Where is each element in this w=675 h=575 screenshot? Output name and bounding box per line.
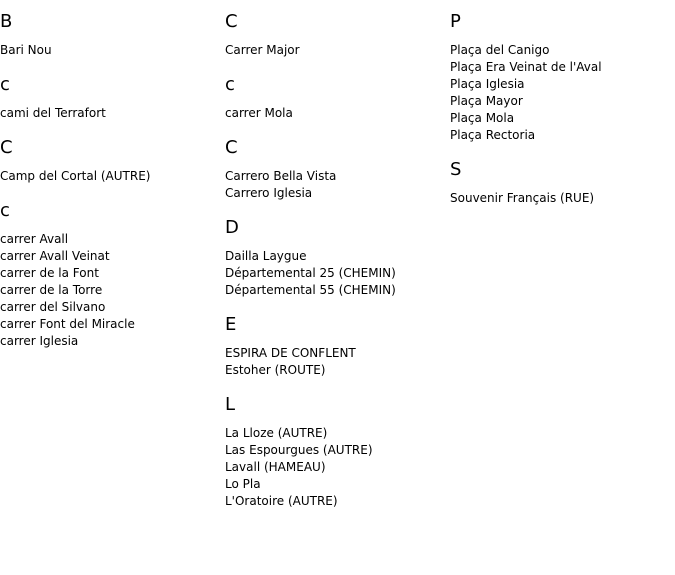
letter-group	[225, 395, 450, 510]
street-link[interactable]: carrer de la Font	[0, 266, 99, 280]
column-2	[225, 0, 450, 526]
street-list	[225, 168, 450, 202]
letter-group	[225, 218, 450, 299]
letter-group	[225, 138, 450, 202]
street-link[interactable]: Plaça del Canigo	[450, 43, 550, 57]
street-link[interactable]: Départemental 55 (CHEMIN)	[225, 283, 396, 297]
street-link[interactable]: Souvenir Français (RUE)	[450, 191, 595, 205]
street-list	[0, 231, 225, 350]
street-link[interactable]: Carrero Iglesia	[225, 186, 313, 200]
street-link[interactable]: Plaça Iglesia	[450, 77, 525, 91]
street-link[interactable]: Plaça Era Veinat de l'Aval	[450, 60, 602, 74]
street-link[interactable]: Las Espourgues (AUTRE)	[225, 443, 373, 457]
street-link[interactable]: cami del Terrafort	[0, 106, 106, 120]
street-link[interactable]: Départemental 25 (CHEMIN)	[225, 266, 396, 280]
street-list	[225, 345, 450, 379]
street-link[interactable]: Bari Nou	[0, 43, 52, 57]
street-link[interactable]: carrer Avall	[0, 232, 69, 246]
group-letter-heading: E	[225, 314, 237, 335]
street-link[interactable]: Estoher (ROUTE)	[225, 363, 326, 377]
street-link[interactable]: Carrer Major	[225, 43, 300, 57]
group-letter-heading: C	[225, 137, 238, 158]
street-link[interactable]: carrer Iglesia	[0, 334, 79, 348]
letter-group	[0, 138, 225, 185]
group-letter-heading: c	[0, 200, 10, 221]
group-letter-heading: B	[0, 11, 13, 32]
street-list	[225, 42, 450, 59]
letter-group	[225, 12, 450, 59]
street-link[interactable]: carrer Avall Veinat	[0, 249, 110, 263]
street-link[interactable]: Lo Pla	[225, 477, 261, 491]
street-link[interactable]: ESPIRA DE CONFLENT	[225, 346, 356, 360]
column-1	[0, 0, 225, 366]
street-link[interactable]: carrer del Silvano	[0, 300, 106, 314]
group-letter-heading: L	[225, 394, 236, 415]
street-link[interactable]: Carrero Bella Vista	[225, 169, 337, 183]
street-link[interactable]: carrer Font del Miracle	[0, 317, 135, 331]
street-list	[0, 105, 225, 122]
street-link[interactable]: La Lloze (AUTRE)	[225, 426, 328, 440]
letter-group	[0, 201, 225, 350]
street-link[interactable]: Dailla Laygue	[225, 249, 307, 263]
letter-group	[0, 12, 225, 59]
street-link[interactable]: carrer Mola	[225, 106, 293, 120]
group-letter-heading: C	[225, 11, 238, 32]
letter-group	[225, 75, 450, 122]
group-letter-heading: D	[225, 217, 239, 238]
street-link[interactable]: carrer de la Torre	[0, 283, 103, 297]
street-link[interactable]: Plaça Mola	[450, 111, 515, 125]
group-letter-heading: S	[450, 159, 462, 180]
street-list	[450, 42, 675, 144]
column-3	[450, 0, 675, 223]
street-list	[0, 42, 225, 59]
street-link[interactable]: Plaça Mayor	[450, 94, 523, 108]
street-list	[225, 425, 450, 510]
street-list	[0, 168, 225, 185]
group-letter-heading: C	[0, 137, 13, 158]
street-list	[225, 248, 450, 299]
street-list	[450, 190, 675, 207]
street-list	[225, 105, 450, 122]
street-link[interactable]: Camp del Cortal (AUTRE)	[0, 169, 151, 183]
group-letter-heading: c	[225, 74, 235, 95]
group-letter-heading: P	[450, 11, 461, 32]
street-link[interactable]: Lavall (HAMEAU)	[225, 460, 326, 474]
street-link[interactable]: Plaça Rectoria	[450, 128, 536, 142]
letter-group	[225, 315, 450, 379]
letter-group	[0, 75, 225, 122]
letter-group	[450, 12, 675, 144]
street-link[interactable]: L'Oratoire (AUTRE)	[225, 494, 338, 508]
group-letter-heading: c	[0, 74, 10, 95]
letter-group	[450, 160, 675, 207]
